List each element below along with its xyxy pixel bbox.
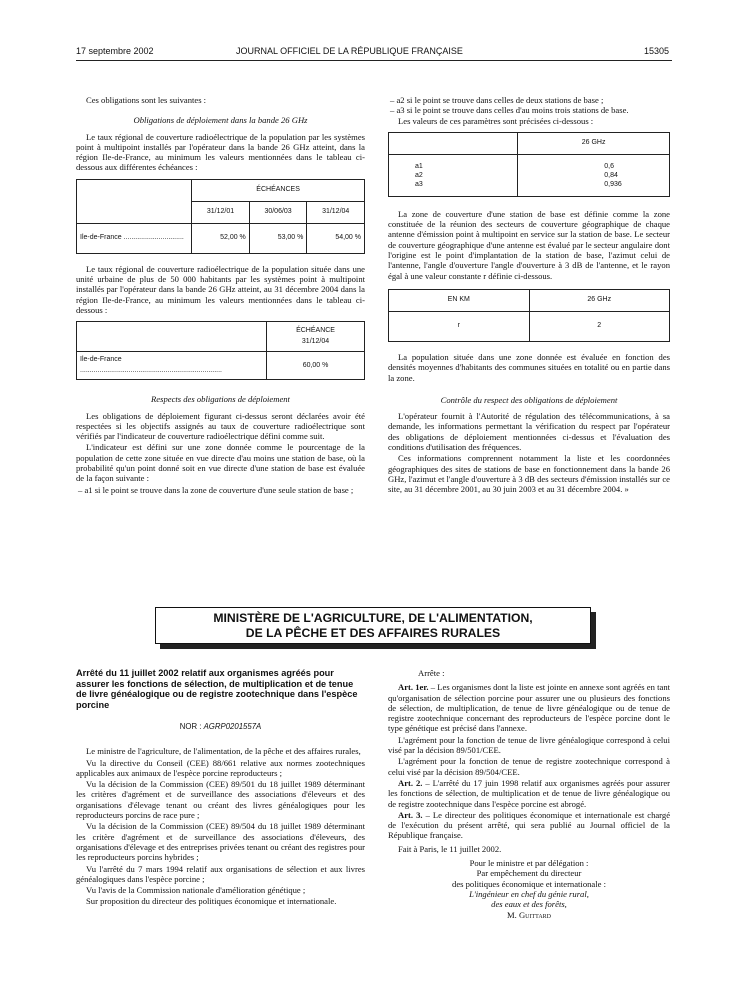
table-date: 30/06/03 — [249, 201, 307, 223]
ministry-banner — [155, 607, 596, 649]
table-cell: 54,00 % — [307, 223, 365, 253]
list-item: – a2 si le point se trouve dans celles de deux stations de base ; — [390, 95, 604, 105]
arrete-left-column — [76, 668, 365, 908]
param-label: a3 — [415, 180, 423, 188]
table-header: 26 GHz — [518, 132, 670, 154]
table-header: ÉCHÉANCES — [192, 179, 365, 201]
arrete-title: Arrêté du 11 juillet 2002 relatif aux organismes agréés pour assurer les fonctions de sélection, de multiplication et de tenue de livre généalogique ou de registre zootechnique dans l'espèce porcine — [76, 668, 358, 710]
param-value: 0,6 — [604, 162, 614, 170]
table-date: 31/12/04 — [307, 201, 365, 223]
considerant: Vu l'arrêté du 7 mars 1994 relatif aux organisations de sélection et aux livres généalogiques dans l'espèce porcine ; — [76, 863, 365, 884]
paragraph: L'agrément pour la fonction de tenue de registre zootechnique correspond à celui visé par la décision 89/504/CEE. — [388, 756, 670, 777]
region-name: Ile-de-France — [80, 234, 122, 242]
table-header-label: ÉCHÉANCE — [296, 327, 335, 335]
ministry-line-2: DE LA PÊCHE ET DES AFFAIRES RURALES — [245, 626, 501, 640]
table-header — [267, 322, 365, 352]
signature-block — [388, 858, 670, 920]
arrete-right-column — [388, 668, 670, 920]
param-label: a2 — [415, 171, 423, 179]
paragraph: Les valeurs de ces paramètres sont précisées ci-dessous : — [398, 115, 594, 126]
table-radius — [388, 289, 670, 342]
paragraph: Le taux régional de couverture radioélectrique de la population par les systèmes point à multipoint installés par l'opérateur dans la bande 26 GHz atteint, dans la région Ile-de-France, au minimum les valeurs mentionnées dans le tableau ci-dessous aux différentes échéances : — [76, 131, 365, 173]
fait-a: Fait à Paris, le 11 juillet 2002. — [398, 843, 502, 854]
paragraph: L'opérateur fournit à l'Autorité de régulation des télécommunications, à sa demande, les informations permettant la vérification du respect par l'opérateur des obligations de déploiement mentionnées ci-dessus et l'évaluation des conditions d'utilisation des fréquences. — [388, 411, 670, 453]
param-value: 0,936 — [604, 180, 622, 188]
considerant: Vu la décision de la Commission (CEE) 89/504 du 18 juillet 1989 déterminant les critère d'agrément et de surveillance des associations d'éleveurs, des organisations d'élevage et des entreprises privées tenant ou créant des registres pour les reproducteurs porcins hybrides ; — [76, 821, 365, 863]
table-header: 26 GHz — [529, 289, 670, 311]
table-parameters — [388, 132, 670, 197]
heading-respect: Respects des obligations de déploiement — [151, 394, 290, 405]
table-corner — [77, 322, 267, 352]
heading-control: Contrôle du respect des obligations de déploiement — [440, 394, 618, 405]
paragraph: Les obligations de déploiement figurant ci-dessus seront déclarées avoir été respectées si les objectifs assignés au taux de couverture radioélectrique sont vérifiés par l'indicateur de couverture radioélectrique défini comme suit. — [76, 410, 365, 442]
table-values — [518, 154, 670, 196]
param-value: 0,84 — [604, 171, 618, 179]
article-text: – Les organismes dont la liste est jointe en annexe sont agréés en tant qu'organisation de sélection porcine pour assurer une ou plusieurs des fonctions de sélection, de multiplication, de tenue de livre généalogique ou de tenue de registre zootechnique concernant des reproducteurs de l'espèce porcine dont le type génétique est précisé dans l'annexe. — [388, 682, 670, 734]
region-name: Ile-de-France — [80, 356, 122, 364]
signature-line: Pour le ministre et par délégation : — [469, 858, 589, 869]
considerant: Vu la décision de la Commission (CEE) 89/501 du 18 juillet 1989 déterminant les critères d'agrément et de surveillance des associations d'éleveurs et des organisations d'élevage tenant ou créant des livres généalogiques pour les reproducteurs porcins de race pure ; — [76, 779, 365, 821]
article-1 — [388, 682, 670, 733]
signature-line: des eaux et des forêts, — [491, 899, 567, 910]
article-label: Art. 1er. — [398, 682, 429, 693]
heading-deployment: Obligations de déploiement dans la bande 26 GHz — [133, 115, 308, 126]
paragraph: La population située dans une zone donnée est évaluée en fonction des densités moyennes d'habitants des communes situées en totalité ou en partie dans la zone. — [388, 351, 670, 383]
paragraph: La zone de couverture d'une station de base est définie comme la zone constituée de la réunion des secteurs de couverture géographique de chaque antenne d'émission point à multipoint en service sur la station de base. Le secteur de couverture géographique d'une antenne est évalué par le secteur angulaire dont l'origine est le point d'implantation de la station de base, l'azimut celui de l'antenne, l'angle d'ouverture l'angle d'ouverture à 3 dB de l'antenne, et le rayon égal à une valeur constante r définie ci-dessous. — [388, 208, 670, 281]
table-date: 31/12/01 — [192, 201, 250, 223]
table-header-date: 31/12/04 — [301, 337, 330, 345]
signature-line: Par empêchement du directeur — [476, 868, 582, 879]
intro: Ces obligations sont les suivantes : — [86, 95, 207, 105]
table-cell: 52,00 % — [192, 223, 250, 253]
table-cell: 53,00 % — [249, 223, 307, 253]
list-item: – a3 si le point se trouve dans celles d'au moins trois stations de base. — [390, 105, 629, 116]
signatory-name: M. Guittard — [507, 909, 551, 920]
considerant: Le ministre de l'agriculture, de l'alimentation, de la pêche et des affaires rurales, — [86, 746, 361, 757]
considerant: Vu l'avis de la Commission nationale d'amélioration génétique ; — [86, 885, 306, 896]
header-page: 15305 — [644, 46, 670, 56]
arrete-word: Arrête : — [418, 668, 445, 678]
header-date: 17 septembre 2002 — [76, 46, 154, 56]
article-2 — [388, 778, 670, 809]
paragraph: L'agrément pour la fonction de tenue de livre généalogique correspond à celui visé par la décision 89/501/CEE. — [388, 734, 670, 756]
nor-label: NOR : — [179, 722, 202, 731]
banner-box — [155, 607, 591, 644]
header-journal: JOURNAL OFFICIEL DE LA RÉPUBLIQUE FRANÇAISE — [236, 46, 463, 56]
list-item: – a1 si le point se trouve dans la zone de couverture d'une seule station de base ; — [78, 484, 354, 495]
table-row-label: Ile-de-France ......................................................................... — [77, 352, 267, 380]
nor-line — [76, 722, 365, 732]
article-text: – Le directeur des politiques économique et internationale est chargé de l'exécution du présent arrêté, qui sera publié au Journal officiel de la République française. — [388, 809, 671, 841]
left-column — [76, 95, 365, 495]
signature-line: des politiques économique et internationale : — [452, 878, 606, 889]
signature-line: L'ingénieur en chef du génie rural, — [469, 888, 589, 899]
paragraph: Ces informations comprennent notamment la liste et les coordonnées géographiques des sites de stations de base en fonctionnement dans la bande 26 GHz, l'azimut et l'angle d'ouverture à 3 dB des secteurs d'émission installés sur ce site, au 31 décembre 2001, au 30 juin 2003 et au 31 décembre 2004. » — [388, 453, 670, 495]
article-text: – L'arrêté du 17 juin 1998 relatif aux organismes agréés pour assurer les fonctions de sélection, de multiplication et de tenue de livre généalogique ou de registre zootechnique dans l'espèce porcine est abrogé. — [388, 777, 671, 809]
right-column — [388, 95, 670, 496]
paragraph: L'indicateur est défini sur une zone donnée comme le pourcentage de la population de cette zone située en vue directe d'au moins une station de base, où la probabilité qu'un point donné soit en vue directe d'une station de base est évaluée de la façon suivante : — [76, 442, 365, 484]
table-header: EN KM — [389, 289, 530, 311]
article-3 — [388, 810, 670, 841]
table-cell: 2 — [529, 311, 670, 341]
table-row-label: Ile-de-France ............................... — [77, 223, 192, 253]
paragraph: Le taux régional de couverture radioélectrique de la population située dans une unité urbaine de plus de 50 000 habitants par les systèmes point à multipoint installés par l'opérateur dans la bande 26 GHz atteint, au 31 décembre 2004 dans la région Ile-de-France, au minimum les valeurs mentionnées dans le tableau ci-dessous : — [76, 263, 365, 315]
table-corner — [389, 132, 518, 154]
article-label: Art. 3. — [398, 809, 423, 820]
table-corner — [77, 179, 192, 223]
table-echeances — [76, 179, 365, 254]
article-label: Art. 2. — [398, 777, 423, 788]
table-cell: r — [389, 311, 530, 341]
ministry-line-1: MINISTÈRE DE L'AGRICULTURE, DE L'ALIMENTATION, — [213, 611, 533, 625]
header-rule — [76, 60, 672, 61]
param-label: a1 — [415, 162, 423, 170]
considerant: Sur proposition du directeur des politiques économique et internationale. — [86, 896, 337, 907]
table-labels — [389, 154, 518, 196]
table-cell: 60,00 % — [267, 352, 365, 380]
nor-code: AGRP0201557A — [203, 722, 262, 731]
considerant: Vu la directive du Conseil (CEE) 88/661 relative aux normes zootechniques applicables aux animaux de l'espèce porcine reproducteurs ; — [76, 757, 365, 778]
table-echeance-2004 — [76, 321, 365, 380]
